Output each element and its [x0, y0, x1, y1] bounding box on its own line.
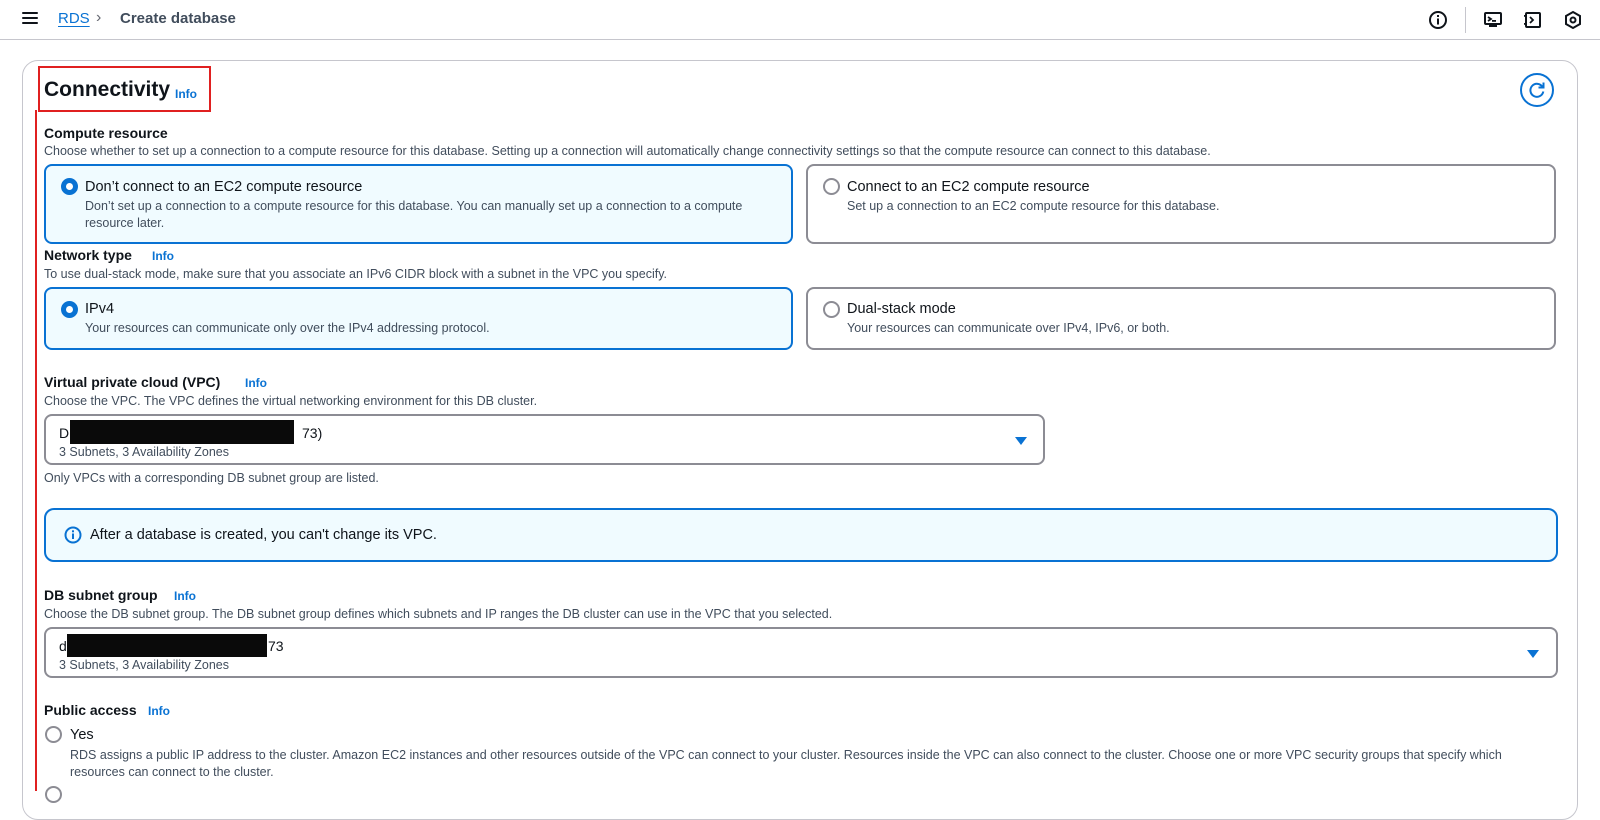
radio-public-access-yes[interactable] — [45, 726, 62, 743]
tile-title: Connect to an EC2 compute resource — [847, 179, 1090, 195]
subnet-value-prefix: d — [59, 638, 67, 654]
tile-title: Don’t connect to an EC2 compute resource — [85, 179, 363, 195]
refresh-icon — [1527, 80, 1547, 100]
breadcrumb-current: Create database — [120, 10, 236, 27]
chevron-right-icon: › — [96, 9, 102, 26]
toolbar-divider — [1465, 7, 1466, 33]
network-type-label: Network type — [44, 247, 132, 263]
network-type-info-link[interactable]: Info — [152, 249, 174, 263]
settings-hex-icon[interactable] — [1560, 7, 1586, 33]
radio-connect-ec2[interactable] — [823, 178, 840, 195]
subnet-group-select[interactable] — [44, 627, 1558, 678]
caret-down-icon — [1015, 437, 1027, 445]
vpc-description: Choose the VPC. The VPC defines the virtual networking environment for this DB cluster. — [44, 394, 538, 408]
network-type-description: To use dual-stack mode, make sure that you associate an IPv6 CIDR block with a subnet in the VPC you specify. — [44, 267, 667, 281]
tile-description: Don’t set up a connection to a compute resource for this database. You can manually set up a connection to a compute resource later. — [85, 199, 743, 230]
tile-ipv4[interactable] — [44, 287, 793, 350]
section-title: Connectivity — [44, 78, 171, 101]
section-info-link[interactable]: Info — [175, 87, 197, 101]
menu-icon[interactable] — [20, 9, 40, 29]
vpc-value-suffix: 73) — [302, 425, 323, 441]
info-icon — [64, 526, 82, 544]
tile-dual-stack[interactable] — [806, 287, 1556, 350]
public-access-yes-title: Yes — [70, 727, 94, 743]
vpc-constraint: Only VPCs with a corresponding DB subnet group are listed. — [44, 471, 379, 485]
vpc-info-link[interactable]: Info — [245, 376, 267, 390]
vpc-value-prefix: D — [59, 425, 70, 441]
vpc-select[interactable] — [44, 414, 1045, 465]
highlight-line — [35, 110, 37, 791]
alert-text: After a database is created, you can't change its VPC. — [90, 527, 437, 543]
compute-resource-description: Choose whether to set up a connection to a compute resource for this database. Setting up a connection will automatically change connectivity settings so that the compute resource can connect to this database. — [44, 144, 1211, 158]
top-navigation — [0, 0, 1600, 40]
radio-dual-stack[interactable] — [823, 301, 840, 318]
vpc-subtext: 3 Subnets, 3 Availability Zones — [59, 445, 230, 459]
tile-description: Set up a connection to an EC2 compute resource for this database. — [847, 199, 1220, 213]
public-access-yes-description: RDS assigns a public IP address to the cluster. Amazon EC2 instances and other resources outside of the VPC can connect to your cluster. Resources inside the VPC can also connect to the cluster. Choose one or more VPC security groups that specify which resources can connect to the cluster. — [70, 748, 1502, 779]
public-access-info-link[interactable]: Info — [148, 704, 170, 718]
breadcrumb-rds[interactable]: RDS — [58, 10, 90, 27]
radio-public-access-no[interactable] — [45, 786, 62, 803]
tile-description: Your resources can communicate only over the IPv4 addressing protocol. — [85, 321, 490, 335]
subnet-subtext: 3 Subnets, 3 Availability Zones — [59, 658, 230, 672]
subnet-group-info-link[interactable]: Info — [174, 589, 196, 603]
subnet-group-label: DB subnet group — [44, 587, 158, 603]
radio-ipv4[interactable] — [61, 301, 78, 318]
subnet-value-suffix: 73 — [268, 638, 284, 654]
redacted-block — [70, 420, 294, 444]
cloudshell-icon[interactable] — [1480, 7, 1506, 33]
notifications-icon[interactable] — [1520, 7, 1546, 33]
subnet-group-description: Choose the DB subnet group. The DB subnet group defines which subnets and IP ranges the DB cluster can use in the VPC that you selected. — [44, 607, 833, 621]
tile-title: IPv4 — [85, 301, 115, 317]
vpc-label: Virtual private cloud (VPC) — [44, 374, 221, 390]
redacted-block — [67, 634, 267, 657]
tile-connect-ec2[interactable] — [806, 164, 1556, 244]
refresh-button[interactable] — [1520, 73, 1554, 107]
info-circle-icon[interactable] — [1425, 7, 1451, 33]
compute-resource-label: Compute resource — [44, 125, 168, 141]
tile-description: Your resources can communicate over IPv4, IPv6, or both. — [847, 321, 1170, 335]
vpc-alert — [44, 508, 1558, 562]
caret-down-icon — [1527, 650, 1539, 658]
tile-title: Dual-stack mode — [847, 301, 956, 317]
radio-dont-connect-ec2[interactable] — [61, 178, 78, 195]
public-access-label: Public access — [44, 702, 137, 718]
tile-dont-connect-ec2[interactable] — [44, 164, 793, 244]
